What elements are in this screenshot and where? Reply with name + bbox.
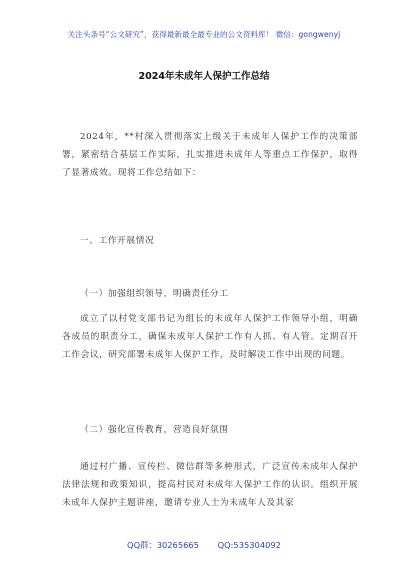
document-title: 2024年未成年人保护工作总结 <box>138 71 270 82</box>
subsection-heading-2: （二）强化宣传教育，营造良好氛围 <box>80 425 229 435</box>
section-heading: 一、工作开展情况 <box>80 236 155 246</box>
subsection-heading-1: （一）加强组织领导，明确责任分工 <box>80 289 229 299</box>
footer-contact <box>0 539 408 551</box>
subsection-body-1: 成立了以村党支部书记为组长的未成年人保护工作领导小组，明确各成员的职责分工，确保未成年人保护工作有人抓、有人管。定期召开工作会议，研究部署未成年人保护工作，及时解决工作中出现的问题。 <box>62 314 358 360</box>
header-promo-note: 关注头条号“公文研究”，获得最新最全最专业的公文资料库！ 微信：gongwenyj <box>67 30 341 39</box>
footer-qq-group: QQ群：30265665 <box>127 540 199 550</box>
footer-qq: QQ:535304092 <box>217 540 281 550</box>
subsection-body-2: 通过村广播、宣传栏、微信群等多种形式，广泛宣传未成年人保护法律法规和政策知识，提高村民对未成年人保护工作的认识。组织开展未成年人保护主题讲座，邀请专业人士为未成年人及其家 <box>62 462 358 508</box>
intro-paragraph: 2024年，**村深入贯彻落实上级关于未成年人保护工作的决策部署，紧密结合基层工作实际，扎实推进未成年人等重点工作保护，取得了显著成效。现将工作总结如下： <box>62 132 358 178</box>
